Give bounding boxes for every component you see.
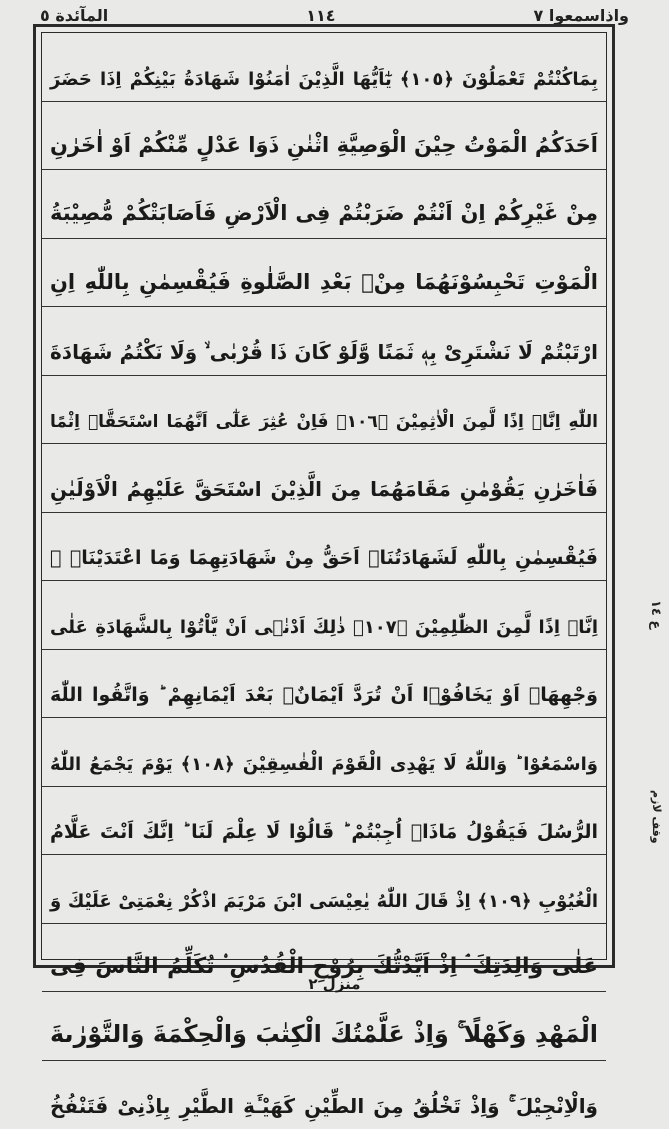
text-line [42,239,606,308]
text-line [42,307,606,376]
line-text: الرُّسُلَ فَيَقُوْلُ مَاذَاۤ اُجِبْتُمْ ؕ قَالُوْا لَا عِلْمَ لَنَا ؕ اِنَّكَ اَنْتَ عَلَّامُ [50,818,598,847]
text-line [42,855,606,924]
text-lines [42,33,606,959]
page-frame [33,24,615,968]
line-text: اَحَدَكُمُ الْمَوْتُ حِيْنَ الْوَصِيَّةِ اثْنٰنِ ذَوَا عَدْلٍ مِّنْكُمْ اَوْ اٰخَرٰنِ [50,130,598,162]
text-line [42,513,606,582]
line-text: الْمَوْتِ تَحْبِسُوْنَهُمَا مِنْۢ بَعْدِ الصَّلٰوةِ فَيُقْسِمٰنِ بِاللّٰهِ اِنِ [50,267,598,299]
text-line [42,718,606,787]
text-line [42,33,606,102]
line-text: فَيُقْسِمٰنِ بِاللّٰهِ لَشَهَادَتُنَاۤ اَحَقُّ مِنْ شَهَادَتِهِمَا وَمَا اعْتَدَيْنَاۤ ۖ [50,544,598,573]
ruku-marker: ع ١٤ [648,600,663,629]
juz-name: واذاسمعوا ٧ [534,6,629,25]
manzil-footer: منزل ٢ [0,975,669,993]
text-line [42,787,606,856]
text-line [42,650,606,719]
line-text: بِمَاكُنْتُمْ تَعْمَلُوْنَ ﴿١٠٥﴾ يٰٓاَيُّهَا الَّذِيْنَ اٰمَنُوْا شَهَادَةُ بَيْنِكُمْ اِذَا حَضَرَ [50,66,598,93]
text-frame [41,32,607,960]
surah-name: المآئدة ٥ [40,6,108,25]
line-text: اللّٰهِ اِنَّاۤ اِذًا لَّمِنَ الْاٰثِمِيْنَ ﴿١٠٦﴾ فَاِنْ عُثِرَ عَلٰٓى اَنَّهُمَا اسْتَحَقَّاۤ اِثْمًا [50,410,598,436]
text-line [42,444,606,513]
line-text: الْغُيُوْبِ ﴿١٠٩﴾ اِذْ قَالَ اللّٰهُ يٰعِيْسَى ابْنَ مَرْيَمَ اذْكُرْ نِعْمَتِىْ عَلَيْكَ وَ [50,888,598,915]
line-text: وَالْاِنْجِيْلَ ۚ وَاِذْ تَخْلُقُ مِنَ الطِّيْنِ كَهَيْـَٔةِ الطَّيْرِ بِاِذْنِىْ فَتَنْفُخُ [50,1091,598,1121]
line-text: فَاٰخَرٰنِ يَقُوْمٰنِ مَقَامَهُمَا مِنَ الَّذِيْنَ اسْتَحَقَّ عَلَيْهِمُ الْاَوْلَيٰنِ [50,474,598,504]
line-text: الْمَهْدِ وَكَهْلًا ۚ وَاِذْ عَلَّمْتُكَ الْكِتٰبَ وَالْحِكْمَةَ وَالتَّوْرٰىةَ [50,1016,598,1052]
text-line [42,376,606,445]
text-line [42,1061,606,1129]
text-line [42,581,606,650]
line-text: عَلٰى وَالِدَتِكَ ۘ اِذْ اَيَّدْتُّكَ بِرُوْحِ الْقُدُسِ ۟ تُكَلِّمُ النَّاسَ فِى [50,950,598,983]
line-text: وَجْهِهَاۤ اَوْ يَخَافُوْۤا اَنْ تُرَدَّ اَيْمَانٌۢ بَعْدَ اَيْمَانِهِمْ ؕ وَاتَّقُوا اللّٰهَ [50,681,598,710]
text-line [42,992,606,1061]
page-number: ١١٤ [306,6,335,25]
text-line [42,102,606,171]
text-line [42,170,606,239]
line-text: مِنْ غَيْرِكُمْ اِنْ اَنْتُمْ ضَرَبْتُمْ فِى الْاَرْضِ فَاَصَابَتْكُمْ مُّصِيْبَةُ [50,198,598,230]
waqf-marker: وقف لازم [650,790,663,844]
line-text: وَاسْمَعُوْا ؕ وَاللّٰهُ لَا يَهْدِى الْقَوْمَ الْفٰسِقِيْنَ ﴿١٠٨﴾ يَوْمَ يَجْمَعُ اللّٰهُ [50,751,598,778]
line-text: ارْتَبْتُمْ لَا نَشْتَرِىْ بِهٖ ثَمَنًا وَّلَوْ كَانَ ذَا قُرْبٰى ۙ وَلَا نَكْتُمُ شَهَادَةَ [50,337,598,367]
line-text: اِنَّاۤ اِذًا لَّمِنَ الظّٰلِمِيْنَ ﴿١٠٧﴾ ذٰلِكَ اَدْنٰۤى اَنْ يَّاْتُوْا بِالشَّهَادَةِ عَلٰى [50,614,598,641]
